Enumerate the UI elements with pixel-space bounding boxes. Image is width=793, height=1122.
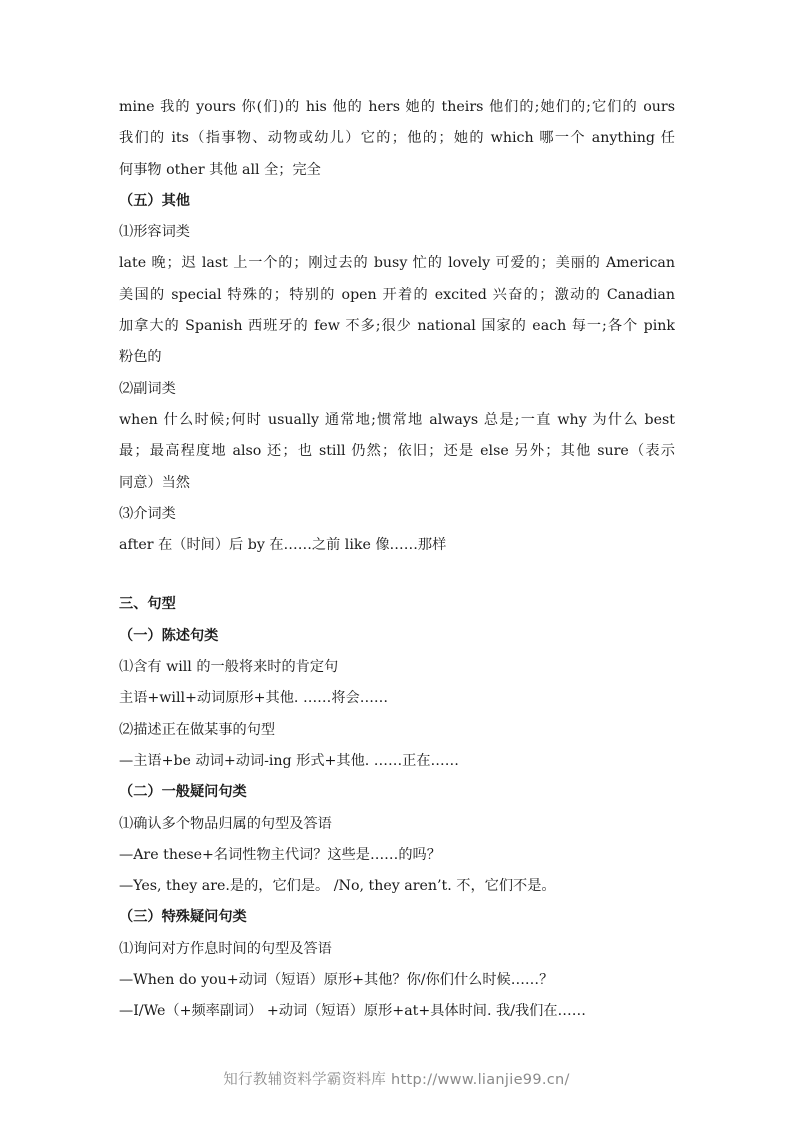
text-line: 最；最高程度地 also 还；也 still 仍然；依旧；还是 else 另外；其他 sure（表示	[119, 443, 675, 460]
document-body	[119, 92, 675, 1028]
text-line: ⑴形容词类	[119, 224, 190, 241]
text-line: ⑶介词类	[119, 505, 176, 522]
text-line: 加拿大的 Spanish 西班牙的 few 不多;很少 national 国家的 each 每一;各个 pink	[119, 318, 675, 335]
text-line: 我们的 its（指事物、动物或幼儿）它的；他的；她的 which 哪一个 anything 任	[119, 130, 675, 147]
text-line: —When do you+动词（短语）原形+其他？你/你们什么时候……？	[119, 972, 554, 989]
text-line: when 什么时候;何时 usually 通常地;惯常地 always 总是;一直 why 为什么 best	[119, 411, 675, 428]
text-line: after 在（时间）后 by 在……之前 like 像……那样	[119, 537, 447, 554]
text-line: ⑴确认多个物品归属的句型及答语	[119, 815, 332, 832]
text-line: 美国的 special 特殊的；特别的 open 开着的 excited 兴奋的；激动的 Canadian	[119, 286, 675, 303]
text-line: 粉色的	[119, 349, 162, 366]
text-line: ⑴含有 will 的一般将来时的肯定句	[119, 659, 339, 676]
section-heading: （五）其他	[119, 192, 190, 209]
text-line: 何事物 other 其他 all 全；完全	[119, 161, 321, 178]
section-heading: 三、句型	[119, 596, 176, 613]
text-line: ⑵描述正在做某事的句型	[119, 721, 276, 738]
text-line: —Yes, they are.是的，它们是。 /No, they aren’t. 不，它们不是。	[119, 878, 556, 895]
text-line: ⑵副词类	[119, 380, 176, 397]
section-heading: （二）一般疑问句类	[119, 784, 247, 801]
text-line: mine 我的 yours 你(们)的 his 他的 hers 她的 theirs 他们的;她们的;它们的 ours	[119, 99, 675, 115]
text-line: late 晚；迟 last 上一个的；刚过去的 busy 忙的 lovely 可爱的；美丽的 American	[119, 255, 675, 272]
text-line: ⑴询问对方作息时间的句型及答语	[119, 940, 332, 957]
section-heading: （一）陈述句类	[119, 627, 219, 644]
page-footer-watermark: 知行教辅资料学霸资料库 http://www.lianjie99.cn/	[223, 1072, 570, 1088]
section-gap	[119, 561, 675, 589]
text-line: —I/We（+频率副词） +动词（短语）原形+at+具体时间. 我/我们在……	[119, 1003, 586, 1020]
text-line: —主语+be 动词+动词-ing 形式+其他. ……正在……	[119, 752, 459, 769]
text-line: 主语+will+动词原形+其他. ……将会……	[119, 690, 389, 707]
text-line: —Are these+名词性物主代词？这些是……的吗？	[119, 846, 441, 863]
text-line: 同意）当然	[119, 474, 190, 491]
section-heading: （三）特殊疑问句类	[119, 909, 247, 926]
